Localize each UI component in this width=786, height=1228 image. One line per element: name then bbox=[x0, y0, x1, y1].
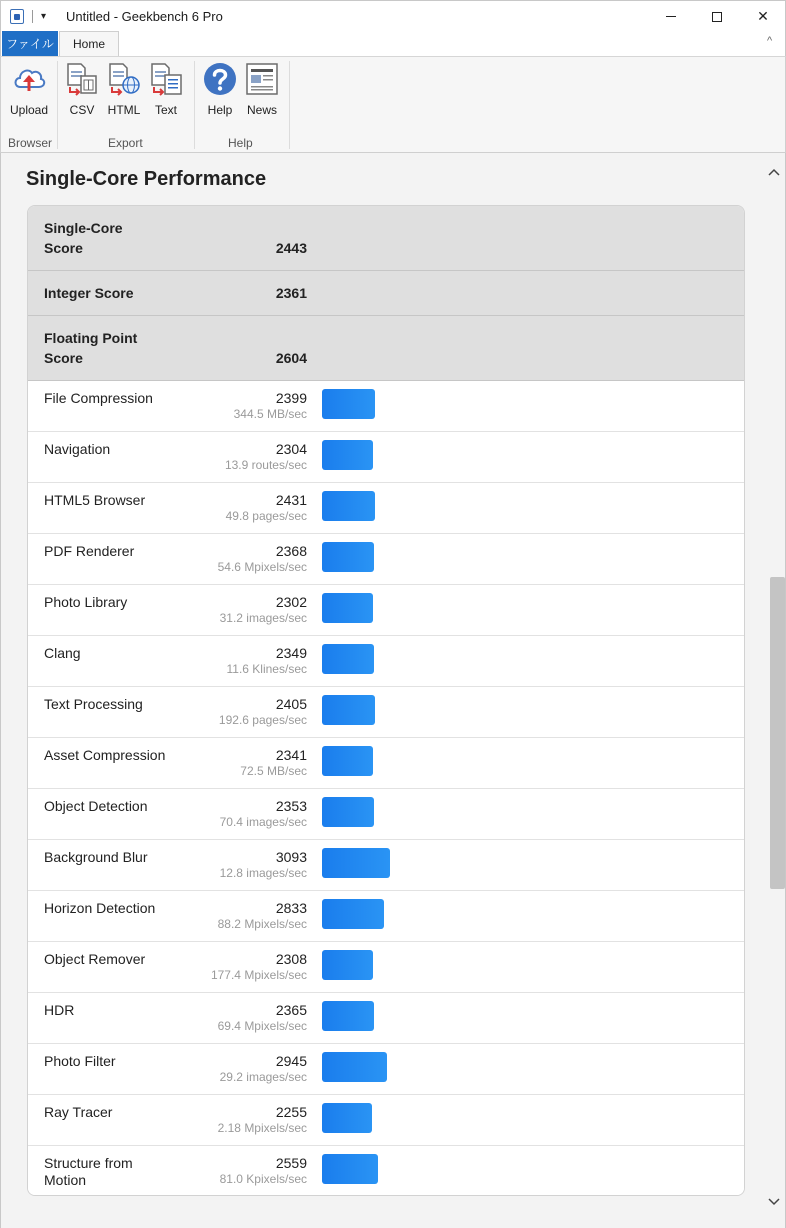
help-label: Help bbox=[207, 103, 233, 117]
benchmark-score-bar bbox=[322, 899, 384, 929]
benchmark-score: 2399 bbox=[275, 390, 307, 406]
benchmark-name: Ray Tracer bbox=[44, 1104, 113, 1120]
summary-value: 2361 bbox=[275, 285, 307, 301]
benchmark-row bbox=[28, 1044, 745, 1095]
benchmark-score: 2304 bbox=[275, 441, 307, 457]
csv-label: CSV bbox=[69, 103, 95, 117]
help-button[interactable] bbox=[202, 61, 238, 121]
minimize-icon bbox=[666, 16, 676, 17]
benchmark-name: Photo Filter bbox=[44, 1053, 116, 1069]
html-export-button[interactable] bbox=[106, 61, 142, 121]
results-pane bbox=[0, 153, 786, 1228]
benchmark-score: 2308 bbox=[275, 951, 307, 967]
upload-button[interactable] bbox=[7, 61, 51, 121]
scroll-up-icon[interactable] bbox=[768, 165, 780, 179]
benchmark-score-bar bbox=[322, 1052, 387, 1082]
benchmark-row bbox=[28, 381, 745, 432]
benchmark-score-bar bbox=[322, 389, 375, 419]
news-button[interactable] bbox=[244, 61, 280, 121]
benchmark-score-bar bbox=[322, 695, 375, 725]
cloud-upload-icon bbox=[11, 61, 47, 97]
benchmark-name: HDR bbox=[44, 1002, 75, 1018]
benchmark-rate: 70.4 images/sec bbox=[219, 815, 307, 829]
csv-export-icon bbox=[64, 61, 100, 97]
summary-value: 2604 bbox=[275, 350, 307, 366]
benchmark-score: 2945 bbox=[275, 1053, 307, 1069]
ribbon-panel bbox=[0, 56, 786, 153]
benchmark-score: 2255 bbox=[275, 1104, 307, 1120]
benchmark-score: 2431 bbox=[275, 492, 307, 508]
benchmark-rate: 49.8 pages/sec bbox=[225, 509, 307, 523]
benchmark-rate: 88.2 Mpixels/sec bbox=[217, 917, 307, 931]
benchmark-row bbox=[28, 1146, 745, 1196]
group-label-help: Help bbox=[228, 136, 253, 150]
benchmark-score: 2302 bbox=[275, 594, 307, 610]
summary-label: Floating Point Score bbox=[44, 330, 138, 366]
benchmark-rate: 344.5 MB/sec bbox=[233, 407, 307, 421]
benchmark-rate: 177.4 Mpixels/sec bbox=[210, 968, 307, 982]
benchmark-score-bar bbox=[322, 746, 373, 776]
title-bar bbox=[0, 0, 786, 31]
benchmark-score-bar bbox=[322, 593, 373, 623]
quick-access-dropdown-icon[interactable]: ▾ bbox=[41, 11, 47, 22]
text-export-button[interactable] bbox=[148, 61, 184, 121]
html-label: HTML bbox=[107, 103, 141, 117]
benchmark-row bbox=[28, 738, 745, 789]
benchmark-name: File Compression bbox=[44, 390, 153, 406]
benchmark-score-bar bbox=[322, 1001, 374, 1031]
help-icon bbox=[202, 61, 238, 97]
benchmark-rate: 2.18 Mpixels/sec bbox=[217, 1121, 307, 1135]
close-icon: ✕ bbox=[757, 8, 769, 24]
benchmark-rate: 31.2 images/sec bbox=[219, 611, 307, 625]
benchmark-rate: 29.2 images/sec bbox=[219, 1070, 307, 1084]
benchmark-rate: 69.4 Mpixels/sec bbox=[217, 1019, 307, 1033]
scroll-down-icon[interactable] bbox=[768, 1195, 780, 1209]
benchmark-score-bar bbox=[322, 542, 374, 572]
benchmark-name: PDF Renderer bbox=[44, 543, 135, 559]
benchmark-name: Text Processing bbox=[44, 696, 143, 712]
ribbon-tab-bar bbox=[0, 31, 786, 56]
summary-label: Single-Core Score bbox=[44, 220, 123, 256]
csv-export-button[interactable] bbox=[64, 61, 100, 121]
ribbon-group-separator bbox=[289, 61, 290, 149]
ribbon-group-separator bbox=[57, 61, 58, 149]
maximize-icon bbox=[712, 12, 722, 22]
group-label-export: Export bbox=[108, 136, 143, 150]
minimize-button[interactable] bbox=[648, 1, 694, 32]
benchmark-score-bar bbox=[322, 440, 373, 470]
news-label: News bbox=[246, 103, 277, 117]
benchmark-row bbox=[28, 585, 745, 636]
text-export-icon bbox=[148, 61, 184, 97]
benchmark-rate: 81.0 Kpixels/sec bbox=[219, 1172, 307, 1186]
benchmark-score-bar bbox=[322, 797, 374, 827]
ribbon-collapse-icon[interactable]: ^ bbox=[767, 35, 773, 47]
benchmark-name: Navigation bbox=[44, 441, 111, 457]
summary-row-floating-point bbox=[28, 316, 745, 381]
scrollbar-thumb[interactable] bbox=[770, 577, 785, 889]
benchmark-row bbox=[28, 789, 745, 840]
benchmark-rate: 192.6 pages/sec bbox=[218, 713, 307, 727]
benchmark-score: 3093 bbox=[275, 849, 307, 865]
benchmark-row bbox=[28, 942, 745, 993]
benchmark-name: Photo Library bbox=[44, 594, 128, 610]
tab-home[interactable]: Home bbox=[59, 31, 119, 56]
benchmark-name: Object Detection bbox=[44, 798, 148, 814]
benchmark-name: HTML5 Browser bbox=[44, 492, 146, 508]
benchmark-row bbox=[28, 840, 745, 891]
summary-value: 2443 bbox=[275, 240, 307, 256]
benchmark-score-bar bbox=[322, 1103, 372, 1133]
ribbon-group-separator bbox=[194, 61, 195, 149]
benchmark-score: 2353 bbox=[275, 798, 307, 814]
html-export-icon bbox=[106, 61, 142, 97]
benchmark-score: 2368 bbox=[275, 543, 307, 559]
benchmark-name: Background Blur bbox=[44, 849, 148, 865]
benchmark-score-bar bbox=[322, 644, 374, 674]
news-icon bbox=[244, 61, 280, 97]
benchmark-score: 2405 bbox=[275, 696, 307, 712]
benchmark-row bbox=[28, 993, 745, 1044]
benchmark-row bbox=[28, 432, 745, 483]
results-card bbox=[27, 205, 745, 1196]
benchmark-name: Structure from Motion bbox=[44, 1155, 133, 1188]
benchmark-row bbox=[28, 483, 745, 534]
benchmark-score-bar bbox=[322, 950, 373, 980]
benchmark-name: Object Remover bbox=[44, 951, 146, 967]
benchmark-row bbox=[28, 636, 745, 687]
benchmark-score-bar bbox=[322, 848, 390, 878]
text-label: Text bbox=[154, 103, 177, 117]
section-title: Single-Core Performance bbox=[26, 168, 267, 190]
benchmark-row bbox=[28, 687, 745, 738]
close-button[interactable] bbox=[740, 1, 786, 32]
benchmark-row bbox=[28, 891, 745, 942]
summary-row-integer bbox=[28, 271, 745, 316]
window-title: Untitled - Geekbench 6 Pro bbox=[66, 9, 223, 24]
benchmark-rate: 13.9 routes/sec bbox=[224, 458, 307, 472]
tab-file[interactable]: ファイル bbox=[2, 31, 58, 56]
benchmark-score: 2365 bbox=[275, 1002, 307, 1018]
benchmark-rate: 12.8 images/sec bbox=[219, 866, 307, 880]
app-icon[interactable] bbox=[10, 9, 24, 24]
benchmark-rate: 11.6 Klines/sec bbox=[226, 662, 307, 676]
benchmark-name: Horizon Detection bbox=[44, 900, 156, 916]
benchmark-score-bar bbox=[322, 491, 375, 521]
benchmark-score-bar bbox=[322, 1154, 378, 1184]
benchmark-rate: 72.5 MB/sec bbox=[240, 764, 307, 778]
summary-label: Integer Score bbox=[44, 285, 134, 301]
titlebar-separator bbox=[32, 10, 33, 23]
benchmark-score: 2341 bbox=[275, 747, 307, 763]
benchmark-score: 2349 bbox=[275, 645, 307, 661]
summary-row-single-core bbox=[28, 206, 745, 271]
benchmark-score: 2559 bbox=[275, 1155, 307, 1171]
benchmark-row bbox=[28, 534, 745, 585]
group-label-browser: Browser bbox=[8, 136, 53, 150]
benchmark-name: Clang bbox=[44, 645, 81, 661]
benchmark-row bbox=[28, 1095, 745, 1146]
benchmark-score: 2833 bbox=[275, 900, 307, 916]
maximize-button[interactable] bbox=[694, 1, 740, 32]
upload-label: Upload bbox=[9, 103, 49, 117]
benchmark-name: Asset Compression bbox=[44, 747, 166, 763]
benchmark-rate: 54.6 Mpixels/sec bbox=[217, 560, 307, 574]
